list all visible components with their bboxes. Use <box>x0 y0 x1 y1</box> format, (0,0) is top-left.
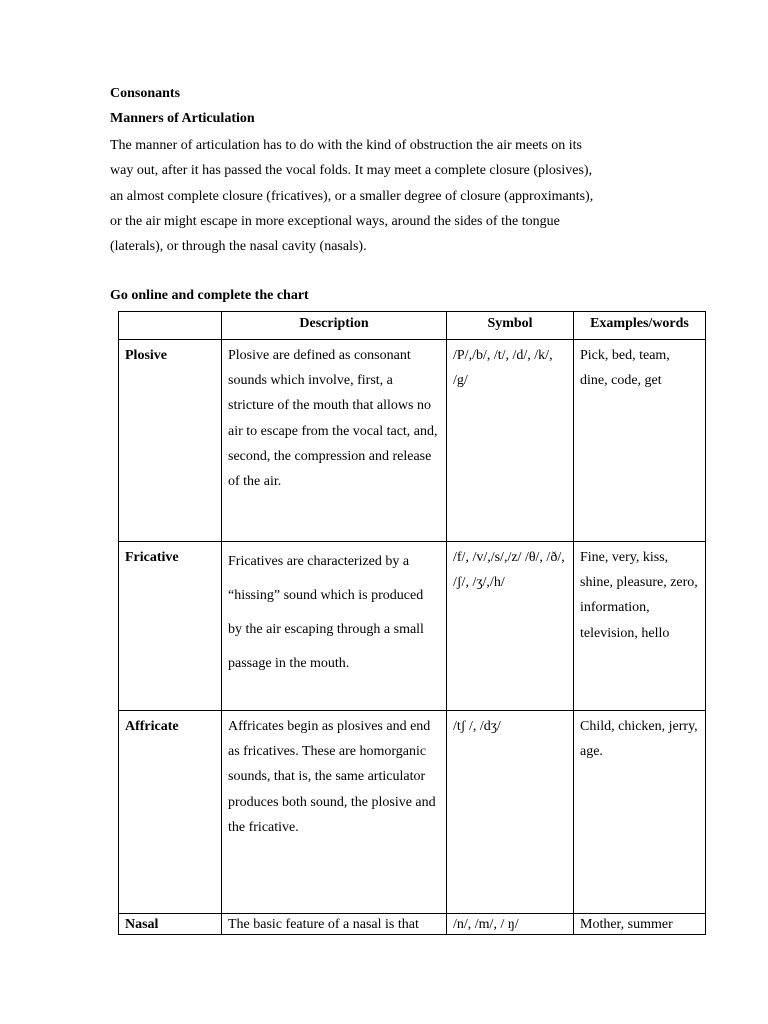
articulation-chart <box>118 311 706 935</box>
manner-cell: Fricative <box>119 542 222 711</box>
symbol-cell: /n/, /m/, / ŋ/ <box>447 914 574 935</box>
symbol-cell: /f/, /v/,/s/,/z/ /θ/, /ð/, /ʃ/, /ʒ/,/h/ <box>447 542 574 711</box>
column-header-manner <box>119 312 222 340</box>
task-heading: Go online and complete the chart <box>110 288 309 303</box>
intro-line: way out, after it has passed the vocal folds. It may meet a complete closure (plosives), <box>110 163 593 179</box>
column-header-description: Description <box>222 312 447 340</box>
column-header-symbol: Symbol <box>447 312 574 340</box>
manner-cell: Nasal <box>119 914 222 935</box>
examples-cell: Pick, bed, team, dine, code, get <box>574 340 706 542</box>
table-row <box>119 340 706 542</box>
examples-cell: Child, chicken, jerry, age. <box>574 711 706 914</box>
manner-cell: Plosive <box>119 340 222 542</box>
intro-line: or the air might escape in more exceptional ways, around the sides of the tongue <box>110 213 560 229</box>
description-cell: Plosive are defined as consonant sounds which involve, first, a stricture of the mouth that allows no air to escape from the vocal tact, and, second, the compression and release of the air. <box>222 340 447 542</box>
description-cell: The basic feature of a nasal is that <box>222 914 447 935</box>
table-row <box>119 542 706 711</box>
intro-line: (laterals), or through the nasal cavity (nasals). <box>110 239 367 255</box>
table-header-row <box>119 312 706 340</box>
examples-cell: Fine, very, kiss, shine, pleasure, zero, information, television, hello <box>574 542 706 711</box>
column-header-examples: Examples/words <box>574 312 706 340</box>
intro-paragraph <box>110 133 670 259</box>
symbol-cell: /tʃ /, /dʒ/ <box>447 711 574 914</box>
description-cell: Fricatives are characterized by a “hissing” sound which is produced by the air escaping through a small passage in the mouth. <box>222 542 447 711</box>
section-heading: Manners of Articulation <box>110 111 255 126</box>
intro-line: an almost complete closure (fricatives), or a smaller degree of closure (approximants), <box>110 188 594 204</box>
examples-cell: Mother, summer <box>574 914 706 935</box>
intro-line: The manner of articulation has to do with the kind of obstruction the air meets on its <box>110 138 583 153</box>
table-row <box>119 711 706 914</box>
page-title: Consonants <box>110 86 181 101</box>
symbol-cell: /P/,/b/, /t/, /d/, /k/, /g/ <box>447 340 574 542</box>
manner-cell: Affricate <box>119 711 222 914</box>
table-row <box>119 914 706 935</box>
description-cell: Affricates begin as plosives and end as fricatives. These are homorganic sounds, that is, the same articulator produces both sound, the plosive and the fricative. <box>222 711 447 914</box>
